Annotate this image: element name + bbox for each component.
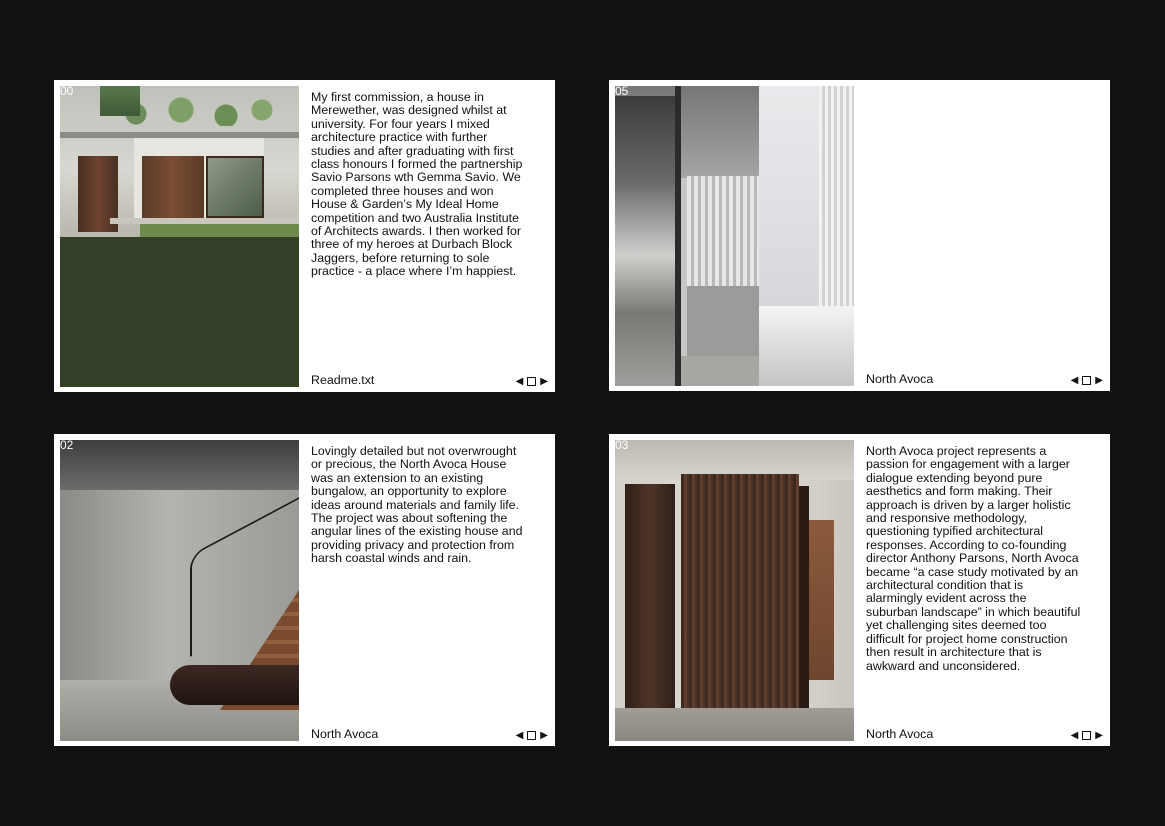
slide-navigation	[1071, 375, 1103, 386]
square-icon[interactable]	[527, 731, 536, 740]
prev-arrow-icon[interactable]: ◀	[1070, 730, 1079, 741]
prev-arrow-icon[interactable]: ◀	[515, 730, 524, 741]
slide-number: 02	[60, 438, 74, 452]
interior-corridor-photo	[615, 86, 854, 386]
square-icon[interactable]	[1082, 731, 1091, 740]
staircase-photo	[60, 440, 299, 741]
next-arrow-icon[interactable]: ▶	[1095, 730, 1103, 741]
timber-door-photo	[615, 440, 854, 741]
slide-caption[interactable]: North Avoca	[866, 727, 934, 741]
slide-caption[interactable]: Readme.txt	[311, 373, 375, 387]
slide-caption[interactable]: North Avoca	[866, 372, 934, 386]
slide-card-02	[54, 434, 555, 746]
slide-navigation	[516, 376, 548, 387]
square-icon[interactable]	[1082, 376, 1091, 385]
next-arrow-icon[interactable]: ▶	[540, 730, 548, 741]
olive-color-block	[60, 237, 299, 387]
next-arrow-icon[interactable]: ▶	[540, 376, 548, 387]
slide-navigation	[516, 730, 548, 741]
next-arrow-icon[interactable]: ▶	[1095, 375, 1103, 386]
slide-number: 00	[60, 84, 74, 98]
prev-arrow-icon[interactable]: ◀	[1070, 375, 1079, 386]
slide-number: 05	[615, 84, 629, 98]
slide-description: My first commission, a house in Merewether, was designed whilst at university. For four years I mixed architecture practice with further studies and after graduating with first class honours I formed the partnership Savio Parsons wth Gemma Savio. We completed three houses and won House & Garden’s My Ideal Home competition and two Australia Institute of Architects awards. I then worked for three of my heroes at Durbach Block Jaggers, before returning to sole practice - a place where I’m happiest.	[311, 90, 523, 279]
slide-description: North Avoca project represents a passion for engagement with a larger dialogue extending beyond pure aesthetics and form making. Their approach is driven by a larger holistic and responsive methodology, questioning typified architectural responses. According to co-founding director Anthony Parsons, North Avoca became “a case study motivated by an architectural condition that is alarmingly evident across the suburban landscape” in which beautiful yet challenging sites deemed too difficult for project home construction then result in architecture that is awkward and unconsidered.	[866, 444, 1081, 673]
slide-navigation	[1071, 730, 1103, 741]
slide-card-00	[54, 80, 555, 392]
slide-caption[interactable]: North Avoca	[311, 727, 379, 741]
house-exterior-photo	[60, 86, 299, 387]
slide-card-05	[609, 80, 1110, 391]
square-icon[interactable]	[527, 377, 536, 386]
slide-number: 03	[615, 438, 629, 452]
slide-card-03	[609, 434, 1110, 746]
slide-description: Lovingly detailed but not overwrought or precious, the North Avoca House was an extension to an existing bungalow, an opportunity to explore ideas around materials and family life. The project was about softening the angular lines of the existing house and providing privacy and protection from harsh coastal winds and rain.	[311, 444, 523, 566]
prev-arrow-icon[interactable]: ◀	[515, 376, 524, 387]
